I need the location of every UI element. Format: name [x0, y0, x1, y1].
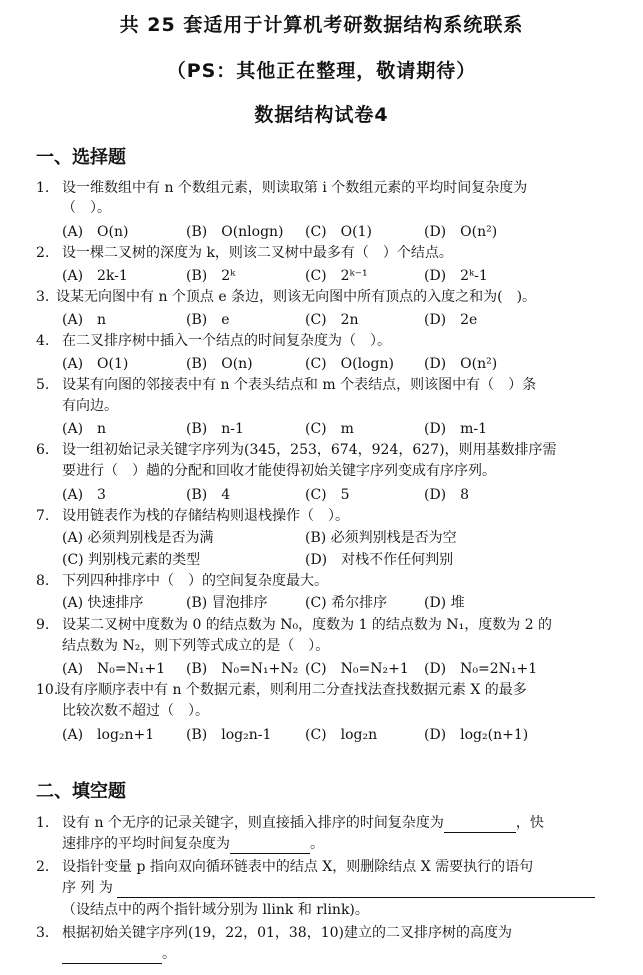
option-a: (A) N₀=N₁+1 [62, 661, 166, 677]
option-c: (C) 2ᵏ⁻¹ [305, 268, 368, 284]
option-b: (B) e [186, 312, 230, 328]
option-b: (B) 必须判别栈是否为空 [305, 530, 457, 546]
question-number: 9. [36, 617, 50, 633]
question-text: 序 列 为 [62, 880, 113, 896]
question-text: ，快 [515, 815, 544, 831]
question-text: 速排序的平均时间复杂度为 [62, 836, 230, 852]
option-d: (D) O(n²) [424, 224, 498, 240]
option-d: (D) O(n²) [424, 356, 498, 372]
option-d: (D) 2e [424, 312, 478, 328]
question-text: 比较次数不超过（ ）。 [62, 703, 209, 719]
question-number: 6. [36, 442, 50, 458]
option-a: (A) O(1) [62, 356, 129, 372]
option-d: (D) log₂(n+1) [424, 727, 529, 743]
question-text: 设一维数组中有 n 个数组元素，则读取第 i 个数组元素的平均时间复杂度为 [62, 180, 528, 196]
option-b: (B) O(nlogn) [186, 224, 284, 240]
option-d: (D) m-1 [424, 421, 488, 437]
question-number: 1. [36, 180, 50, 196]
question-text: 设某二叉树中度数为 0 的结点数为 N₀，度数为 1 的结点数为 N₁，度数为 2 的 [62, 617, 553, 633]
question-text: （设结点中的两个指针域分别为 llink 和 rlink)。 [62, 902, 369, 918]
question-number: 5. [36, 377, 50, 393]
section-heading-choice: 一、选择题 [36, 147, 126, 168]
option-a: (A) 3 [62, 487, 106, 503]
option-d: (D) 堆 [424, 595, 465, 611]
exam-title: 数据结构试卷4 [254, 104, 389, 126]
question-number: 2. [36, 245, 50, 261]
question-number: 3. [36, 289, 50, 305]
option-a: (A) O(n) [62, 224, 129, 240]
answer-blank[interactable] [62, 947, 162, 964]
option-a: (A) log₂n+1 [62, 727, 155, 743]
question-text: 。 [162, 946, 176, 962]
option-b: (B) log₂n-1 [186, 727, 272, 743]
question-text: 在二叉排序树中插入一个结点的时间复杂度为（ ）。 [62, 333, 391, 349]
question-text: 有向边。 [62, 398, 118, 414]
option-d: (D) N₀=2N₁+1 [424, 661, 538, 677]
option-c: (C) 判别栈元素的类型 [62, 552, 201, 568]
answer-blank[interactable] [117, 881, 595, 898]
option-b: (B) 4 [186, 487, 231, 503]
question-text: 设用链表作为栈的存储结构则退栈操作（ ）。 [62, 508, 349, 524]
question-text: （ ）。 [62, 200, 111, 216]
question-number: 4. [36, 333, 50, 349]
option-b: (B) 冒泡排序 [186, 595, 268, 611]
option-c: (C) 5 [305, 487, 350, 503]
question-text: 根据初始关键字序列(19，22，01，38，10)建立的二叉排序树的高度为 [62, 925, 512, 941]
question-text: 下列四种排序中（ ）的空间复杂度最大。 [62, 573, 328, 589]
option-b: (B) n-1 [186, 421, 244, 437]
option-a: (A) 快速排序 [62, 595, 144, 611]
question-text: 设一棵二叉树的深度为 k，则该二叉树中最多有（ ）个结点。 [62, 245, 453, 261]
answer-blank[interactable] [230, 837, 310, 854]
question-text: 设有序顺序表中有 n 个数据元素，则利用二分查找法查找数据元素 X 的最多 [56, 682, 527, 698]
question-number: 7. [36, 508, 50, 524]
option-c: (C) O(1) [305, 224, 372, 240]
option-a: (A) n [62, 421, 107, 437]
question-number: 2. [36, 859, 50, 875]
option-a: (A) n [62, 312, 107, 328]
question-text: 要进行（ ）趟的分配和回收才能使得初始关键字序列变成有序序列。 [62, 463, 496, 479]
option-b: (B) O(n) [186, 356, 253, 372]
question-text: 设某无向图中有 n 个顶点 e 条边，则该无向图中所有顶点的入度之和为( )。 [56, 289, 537, 305]
option-d: (D) 对栈不作任何判别 [305, 552, 454, 568]
question-text: 设指针变量 p 指向双向循环链表中的结点 X，则删除结点 X 需要执行的语句 [62, 859, 534, 875]
section-heading-fill-in: 二、填空题 [36, 781, 126, 802]
option-c: (C) m [305, 421, 354, 437]
option-b: (B) N₀=N₁+N₂ [186, 661, 299, 677]
answer-blank[interactable] [444, 816, 516, 833]
option-c: (C) O(logn) [305, 356, 394, 372]
option-a: (A) 必须判别栈是否为满 [62, 530, 214, 546]
question-text: 设一组初始记录关键字序列为(345，253，674，924，627)，则用基数排序需 [62, 442, 557, 458]
question-text: 设有 n 个无序的记录关键字，则直接插入排序的时间复杂度为 [62, 815, 444, 831]
question-number: 3. [36, 925, 50, 941]
option-c: (C) log₂n [305, 727, 378, 743]
option-c: (C) 2n [305, 312, 359, 328]
option-a: (A) 2k-1 [62, 268, 128, 284]
question-number: 1. [36, 815, 50, 831]
question-text: 结点数为 N₂，则下列等式成立的是（ ）。 [62, 638, 330, 654]
option-c: (C) N₀=N₂+1 [305, 661, 409, 677]
question-number: 8. [36, 573, 50, 589]
option-b: (B) 2ᵏ [186, 268, 236, 284]
option-d: (D) 8 [424, 487, 470, 503]
document-title: 共 25 套适用于计算机考研数据结构系统联系 [119, 14, 524, 36]
option-d: (D) 2ᵏ-1 [424, 268, 488, 284]
question-text: 设某有向图的邻接表中有 n 个表头结点和 m 个表结点，则该图中有（ ）条 [62, 377, 537, 393]
question-number: 10. [36, 682, 59, 698]
question-text: 。 [310, 836, 324, 852]
option-c: (C) 希尔排序 [305, 595, 388, 611]
document-subtitle: （PS：其他正在整理，敬请期待） [166, 60, 477, 82]
